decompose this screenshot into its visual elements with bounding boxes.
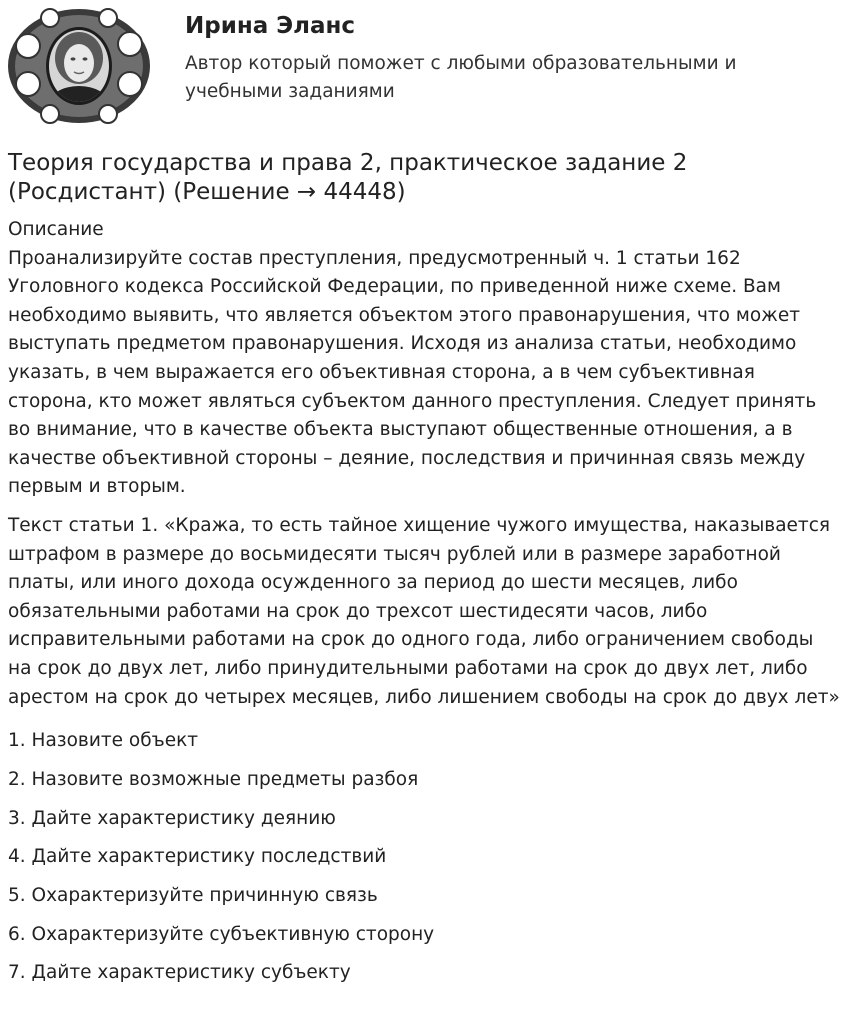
document-content	[8, 216, 840, 993]
description-paragraph: Проанализируйте состав преступления, предусмотренный ч. 1 статьи 162 Уголовного кодекса Российской Федерации, по приведенной ниже схеме. Вам необходимо выявить, что является объектом этого правонарушения, что может выступать предметом правонарушения. Исходя из анализа статьи, необходимо указать, в чем выражается его объективная сторона, а в чем субъективная сторона, кто может являться субъектом данного преступления. Следует принять во внимание, что в качестве объекта выступают общественные отношения, а в качестве объективной стороны – деяние, последствия и причинная связь между первым и вторым.	[8, 247, 817, 498]
task-item: 6. Охарактеризуйте субъективную сторону	[8, 923, 435, 945]
film-reel-avatar-icon	[6, 6, 152, 126]
author-block	[0, 0, 847, 130]
section-label-description: Описание	[8, 219, 104, 240]
article-text-paragraph: Текст статьи 1. «Кража, то есть тайное хищение чужого имущества, наказывается штрафом в размере до восьмидесяти тысяч рублей или в размере заработной платы, или иного дохода осужденного за период до шести месяцев, либо обязательными работами на срок до трехсот шестидесяти часов, либо исправительными работами на срок до одного года, либо ограничением свободы на срок до двух лет, либо принудительными работами на срок до двух лет, либо арестом на срок до четырех месяцев, либо лишением свободы на срок до двух лет»	[8, 514, 840, 708]
task-item: 2. Назовите возможные предметы разбоя	[8, 768, 419, 790]
task-list	[8, 722, 840, 993]
task-item: 1. Назовите объект	[8, 730, 199, 752]
task-item: 3. Дайте характеристику деянию	[8, 807, 336, 829]
task-item: 5. Охарактеризуйте причинную связь	[8, 884, 378, 906]
task-item: 4. Дайте характеристику последствий	[8, 846, 387, 868]
document-title: Теория государства и права 2, практическое задание 2 (Росдистант) (Решение → 44448)	[8, 150, 688, 205]
author-name: Ирина Эланс	[185, 13, 356, 39]
author-description: Автор который поможет с любыми образовательными и учебными заданиями	[185, 53, 737, 102]
task-item: 7. Дайте характеристику субъекту	[8, 962, 351, 984]
